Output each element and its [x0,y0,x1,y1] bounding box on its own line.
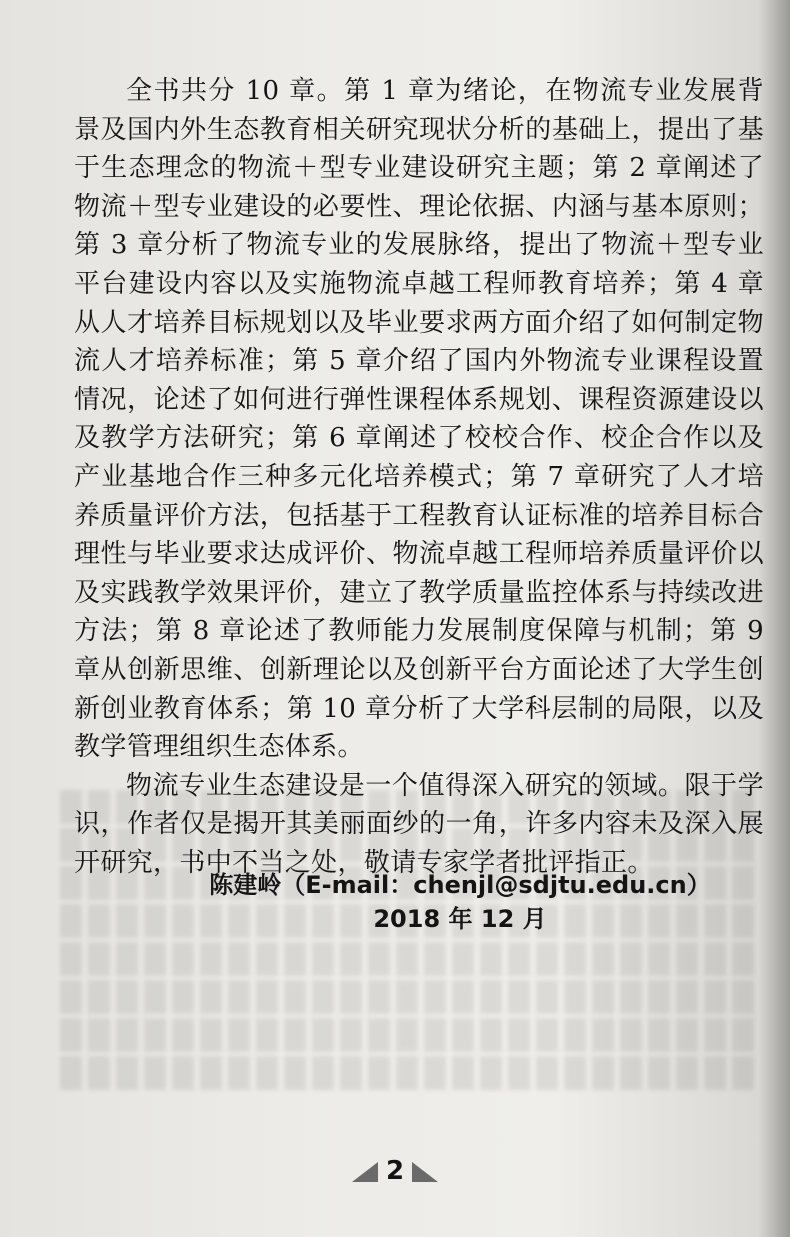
author-signature: 陈建岭（E-mail：chenjl@sdjtu.edu.cn） [209,871,711,899]
paragraph-chapter-summary: 全书共分 10 章。第 1 章为绪论，在物流专业发展背景及国内外生态教育相关研究现状分析的基础上，提出了基于生态理念的物流＋型专业建设研究主题；第 2 章阐述了物流＋型专业建设的必要性、理论依据、内涵与基本原则；第 3 章分析了物流专业的发展脉络，提出了物流＋型专业平台建设内容以及实施物流卓越工程师教育培养；第 4 章从人才培养目标规划以及毕业要求两方面介绍了如何制定物流人才培养标准；第 5 章介绍了国内外物流专业课程设置情况，论述了如何进行弹性课程体系规划、课程资源建设以及教学方法研究；第 6 章阐述了校校合作、校企合作以及产业基地合作三种多元化培养模式；第 7 章研究了人才培养质量评价方法，包括基于工程教育认证标准的培养目标合理性与毕业要求达成评价、物流卓越工程师培养质量评价以及实践教学效果评价，建立了教学质量监控体系与持续改进方法；第 8 章论述了教师能力发展制度保障与机制；第 9 章从创新思维、创新理论以及创新平台方面论述了大学生创新创业教育体系；第 10 章分析了大学科层制的局限，以及教学管理组织生态体系。 [74,76,764,763]
page-number: 2 [385,1156,405,1186]
page-footer [0,1156,790,1186]
right-triangle-ornament-icon [412,1162,438,1182]
left-triangle-ornament-icon [352,1162,378,1182]
body-text [74,72,764,882]
signature-date: 2018 年 12 月 [373,905,547,933]
paragraph-closing: 物流专业生态建设是一个值得深入研究的领域。限于学识，作者仅是揭开其美丽面纱的一角，许多内容未及深入展开研究，书中不当之处，敬请专家学者批评指正。 [74,770,764,878]
